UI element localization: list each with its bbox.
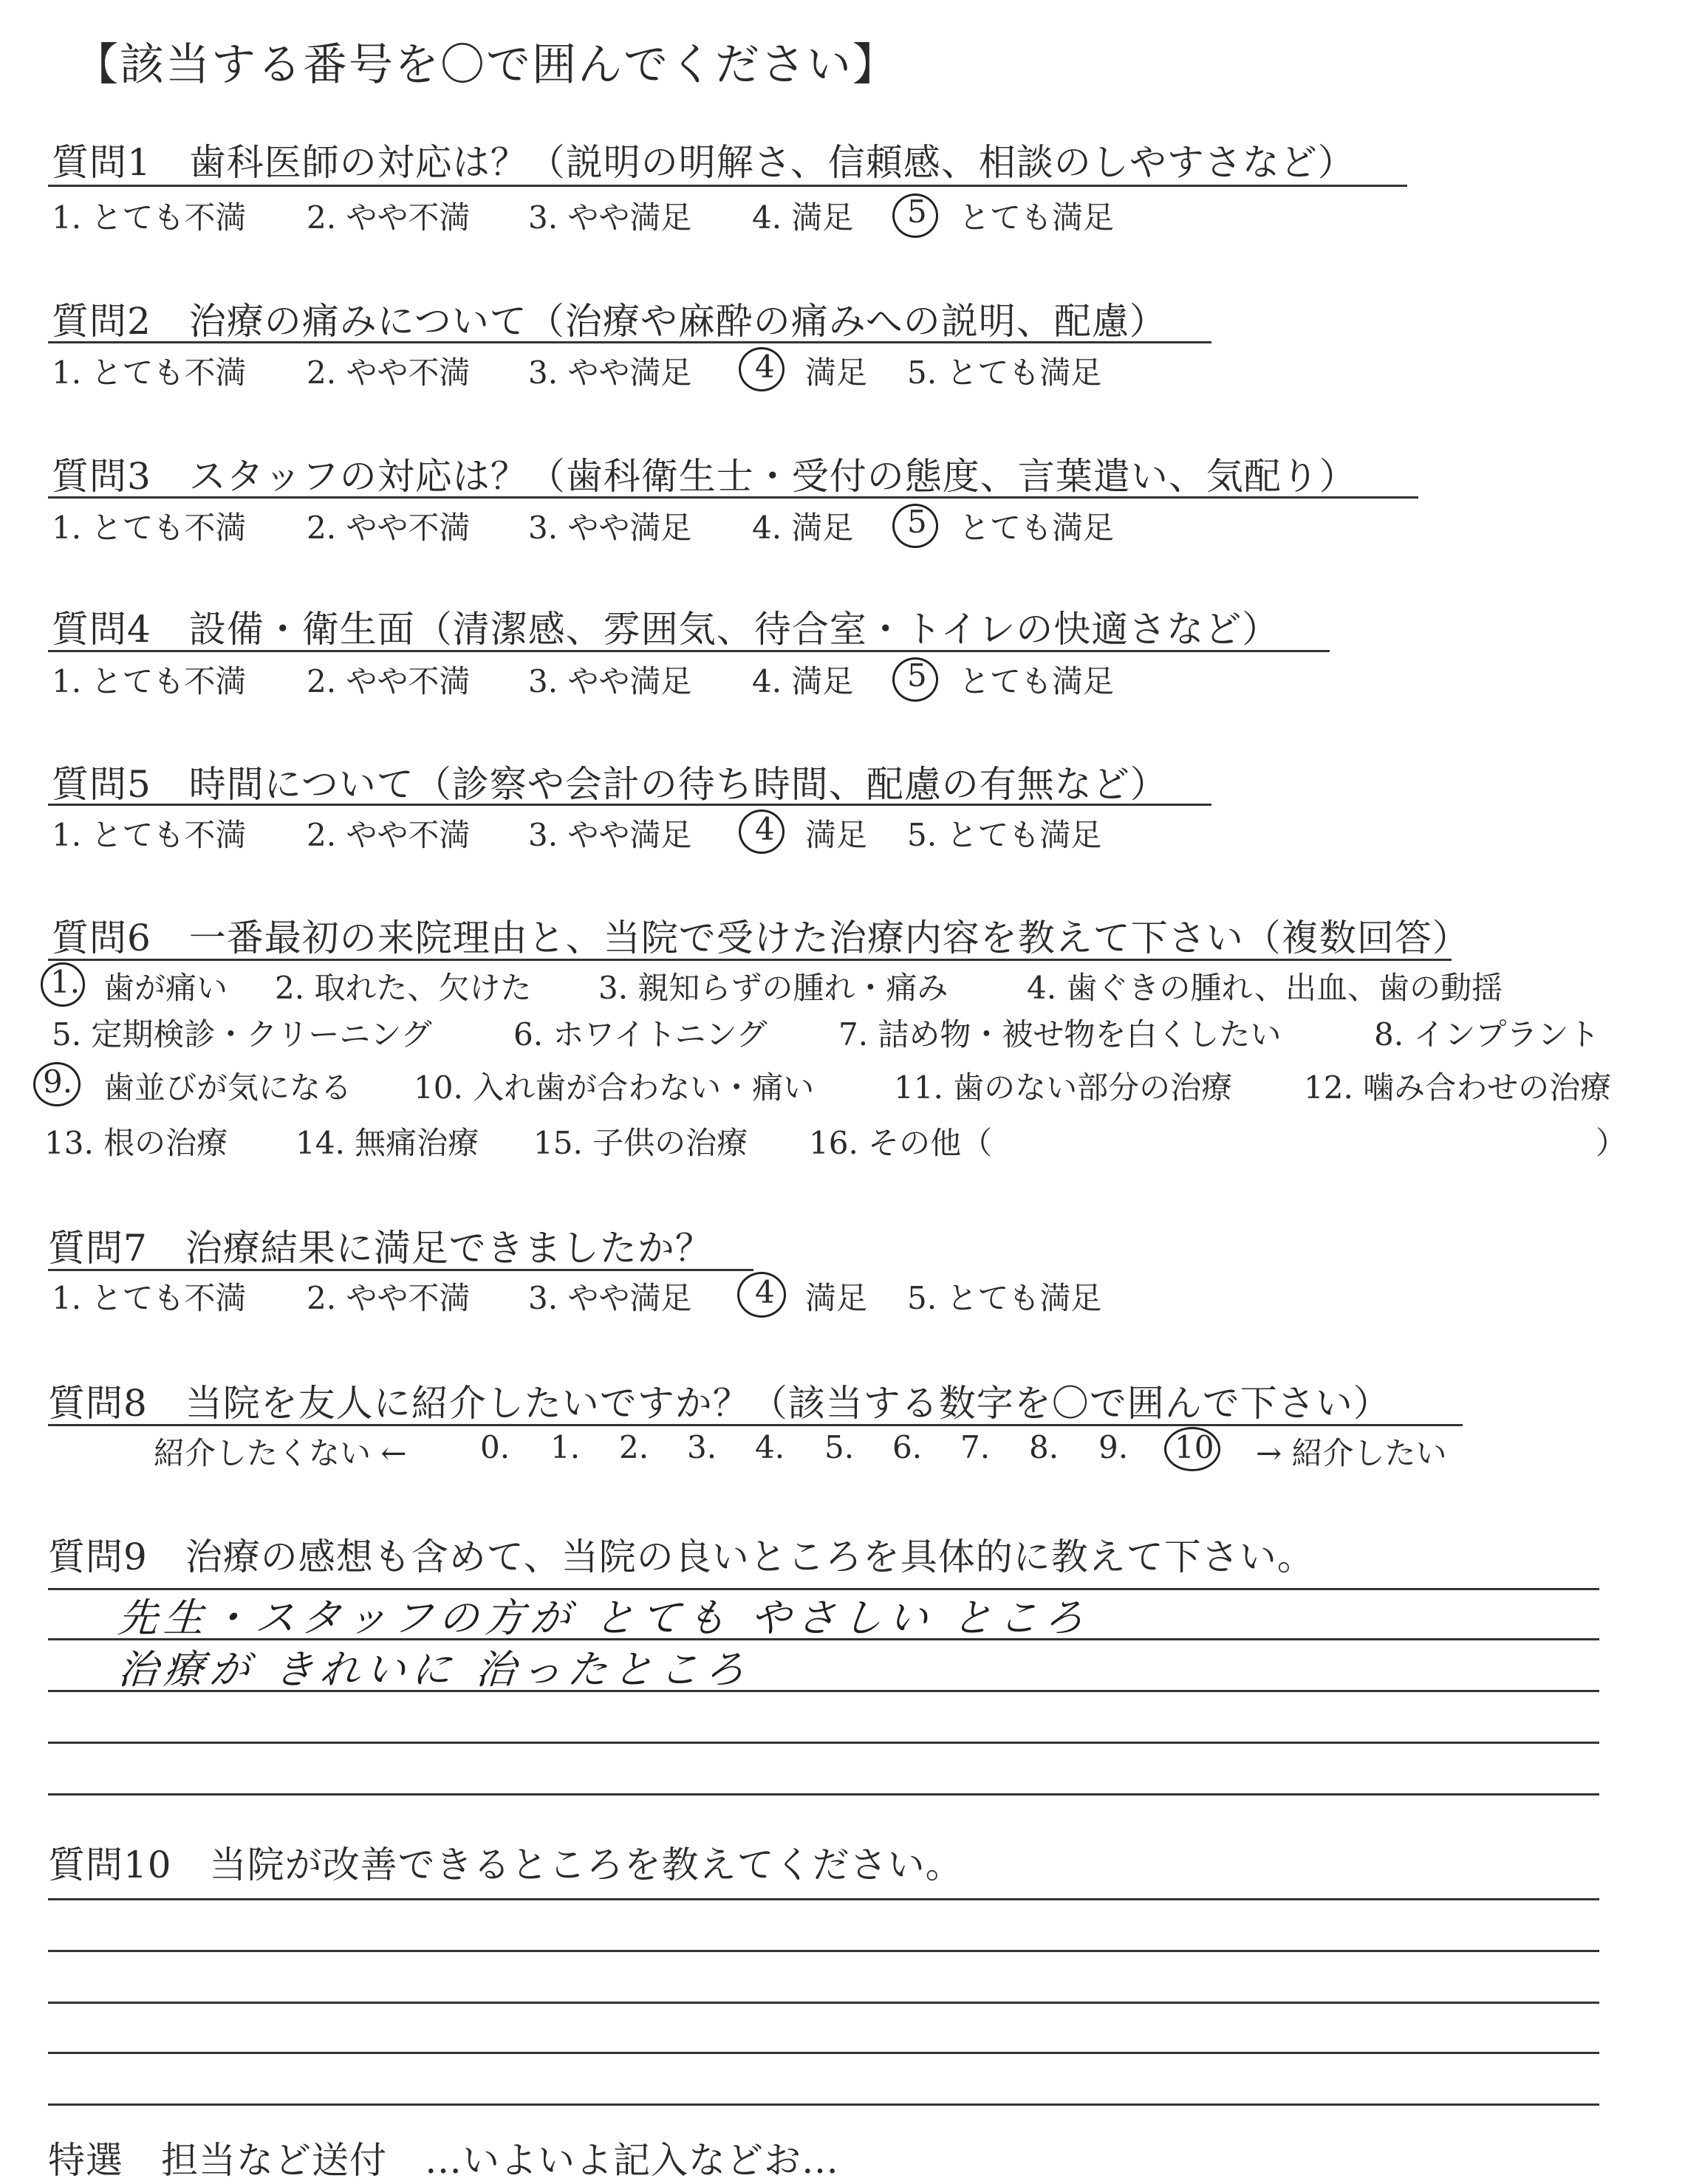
q1-selected-circle [892,194,938,238]
q6-option-5[interactable]: 5. 定期検診・クリーニング [52,1016,432,1052]
q4-option-4[interactable]: 4. 満足 [752,663,854,699]
q1-option-4[interactable]: 4. 満足 [752,199,854,236]
q8-title: 質問8 当院を友人に紹介したいですか？（該当する数字を〇で囲んで下さい） [48,1382,1391,1425]
q6-option-14[interactable]: 14. 無痛治療 [295,1125,479,1161]
q1-title: 質問1 歯科医師の対応は？（説明の明解さ、信頼感、相談のしやすさなど） [52,141,1356,184]
q7-option-3[interactable]: 3. やや満足 [528,1280,692,1316]
q5-option-5[interactable]: 5. とても満足 [907,817,1102,853]
q3-option-5-label[interactable]: とても満足 [959,510,1115,546]
q5-option-2[interactable]: 2. やや不満 [307,817,471,853]
q6-option-1-number[interactable]: 1. [50,964,81,1000]
q7-option-5[interactable]: 5. とても満足 [907,1280,1102,1316]
q5-option-4-label[interactable]: 満足 [805,817,868,853]
q6-option-13[interactable]: 13. 根の治療 [44,1125,228,1161]
q3-selected-circle [892,504,938,548]
q6-option-10[interactable]: 10. 入れ歯が合わない・痛い [414,1069,815,1106]
q8-scale-0[interactable]: 0. [480,1429,510,1465]
q5-option-1[interactable]: 1. とても不満 [52,817,247,853]
q4-option-3[interactable]: 3. やや満足 [528,663,692,699]
q8-scale-9[interactable]: 9. [1098,1429,1129,1465]
q4-title: 質問4 設備・衛生面（清潔感、雰囲気、待合室・トイレの快適さなど） [52,608,1280,651]
q4-underline [48,650,1330,652]
q6-option-1-label[interactable]: 歯が痛い [103,970,228,1006]
q10-rule-2 [48,1950,1599,1952]
q4-option-1[interactable]: 1. とても不満 [52,663,247,699]
q6-option-15[interactable]: 15. 子供の治療 [533,1125,748,1161]
q1-option-5-label[interactable]: とても満足 [959,199,1115,236]
q6-option-16[interactable]: 16. その他（ [809,1125,993,1161]
q6-option-2[interactable]: 2. 取れた、欠けた [275,970,532,1006]
q6-option-9-label[interactable]: 歯並びが気になる [103,1069,352,1106]
q6-option-16-close: ） [1596,1125,1627,1161]
q8-scale-5[interactable]: 5. [824,1429,855,1465]
q5-selected-circle [739,809,785,854]
q6-option-4[interactable]: 4. 歯ぐきの腫れ、出血、歯の動揺 [1027,970,1503,1006]
q2-option-2[interactable]: 2. やや不満 [307,355,471,391]
q6-option-7[interactable]: 7. 詰め物・被せ物を白くしたい [838,1016,1282,1052]
q6-option-11[interactable]: 11. 歯のない部分の治療 [894,1069,1233,1106]
q8-right-label: → 紹介したい [1256,1435,1447,1471]
q10-rule-3 [48,2002,1599,2004]
q10-title: 質問10 当院が改善できるところを教えてください。 [48,1844,963,1886]
q7-option-2[interactable]: 2. やや不満 [307,1280,471,1316]
q1-option-5-number[interactable]: 5 [907,194,927,230]
form-header: 【該当する番号を〇で囲んでください】 [74,39,898,91]
q6-option-9-circle [33,1062,81,1106]
q10-rule-5 [48,2103,1599,2106]
q1-option-1[interactable]: 1. とても不満 [52,199,247,236]
q2-option-3[interactable]: 3. やや満足 [528,355,692,391]
q4-option-2[interactable]: 2. やや不満 [307,663,471,699]
q3-option-5-number[interactable]: 5 [907,504,927,540]
q3-option-3[interactable]: 3. やや満足 [528,510,692,546]
q8-left-label: 紹介したくない ← [154,1435,407,1471]
q4-option-5-label[interactable]: とても満足 [959,663,1115,699]
q3-option-4[interactable]: 4. 満足 [752,510,854,546]
q1-underline [48,185,1407,187]
q8-scale-2[interactable]: 2. [619,1429,649,1465]
q8-scale-10[interactable]: 10 [1175,1429,1214,1465]
q2-underline [48,341,1211,343]
q4-selected-circle [892,657,938,702]
q2-title: 質問2 治療の痛みについて（治療や麻酔の痛みへの説明、配慮） [52,300,1167,343]
q5-option-3[interactable]: 3. やや満足 [528,817,692,853]
q6-option-12[interactable]: 12. 噛み合わせの治療 [1304,1069,1612,1106]
q8-selected-circle [1164,1427,1220,1471]
q1-option-2[interactable]: 2. やや不満 [307,199,471,236]
q1-option-3[interactable]: 3. やや満足 [528,199,692,236]
q8-underline [48,1424,1463,1426]
q5-underline [48,804,1211,806]
q8-scale-8[interactable]: 8. [1029,1429,1059,1465]
q3-option-1[interactable]: 1. とても不満 [52,510,247,546]
q9-title: 質問9 治療の感想も含めて、当院の良いところを具体的に教えて下さい。 [48,1536,1315,1578]
q7-option-1[interactable]: 1. とても不満 [52,1280,247,1316]
q4-option-5-number[interactable]: 5 [907,657,927,694]
q6-underline [48,959,1452,961]
q10-rule-4 [48,2052,1599,2054]
q6-option-9-number[interactable]: 9. [43,1064,73,1100]
q6-option-8[interactable]: 8. インプラント [1374,1016,1600,1052]
q2-option-4-number[interactable]: 4 [755,349,775,385]
q2-option-1[interactable]: 1. とても不満 [52,355,247,391]
q9-rule-4 [48,1742,1599,1744]
q7-option-4-label[interactable]: 満足 [805,1280,868,1316]
q7-option-4-number[interactable]: 4 [755,1274,775,1310]
q8-scale-7[interactable]: 7. [960,1429,991,1465]
q3-option-2[interactable]: 2. やや不満 [307,510,471,546]
q5-title: 質問5 時間について（診察や会計の待ち時間、配慮の有無など） [52,763,1168,806]
q7-title: 質問7 治療結果に満足できましたか？ [48,1227,713,1270]
q8-scale-4[interactable]: 4. [755,1429,785,1465]
q10-rule-1 [48,1898,1599,1900]
q8-scale-6[interactable]: 6. [892,1429,923,1465]
q6-title: 質問6 一番最初の来院理由と、当院で受けた治療内容を教えて下さい（複数回答） [52,917,1470,959]
q5-option-4-number[interactable]: 4 [755,811,775,847]
q2-selected-circle [739,347,785,391]
q7-underline [48,1269,753,1271]
q9-rule-5 [48,1793,1599,1796]
q3-underline [48,496,1418,499]
q8-scale-3[interactable]: 3. [687,1429,717,1465]
q7-selected-circle [737,1272,786,1318]
q2-option-4-label[interactable]: 満足 [805,355,868,391]
q3-title: 質問3 スタッフの対応は？（歯科衛生士・受付の態度、言葉遣い、気配り） [52,455,1357,498]
q9-handwritten-answer-line-1[interactable]: 先生・スタッフの方が とても やさしい ところ [116,1595,1092,1641]
footer-partial-text: 特選 担当など送付 …いよいよ記入などお… [48,2139,839,2182]
q2-option-5[interactable]: 5. とても満足 [907,355,1102,391]
q9-handwritten-answer-line-2[interactable]: 治療が きれいに 治ったところ [116,1646,753,1693]
q6-option-1-circle [41,962,85,1007]
q6-option-6[interactable]: 6. ホワイトニング [513,1016,768,1052]
q6-option-3[interactable]: 3. 親知らずの腫れ・痛み [598,970,949,1006]
q8-scale-1[interactable]: 1. [550,1429,581,1465]
